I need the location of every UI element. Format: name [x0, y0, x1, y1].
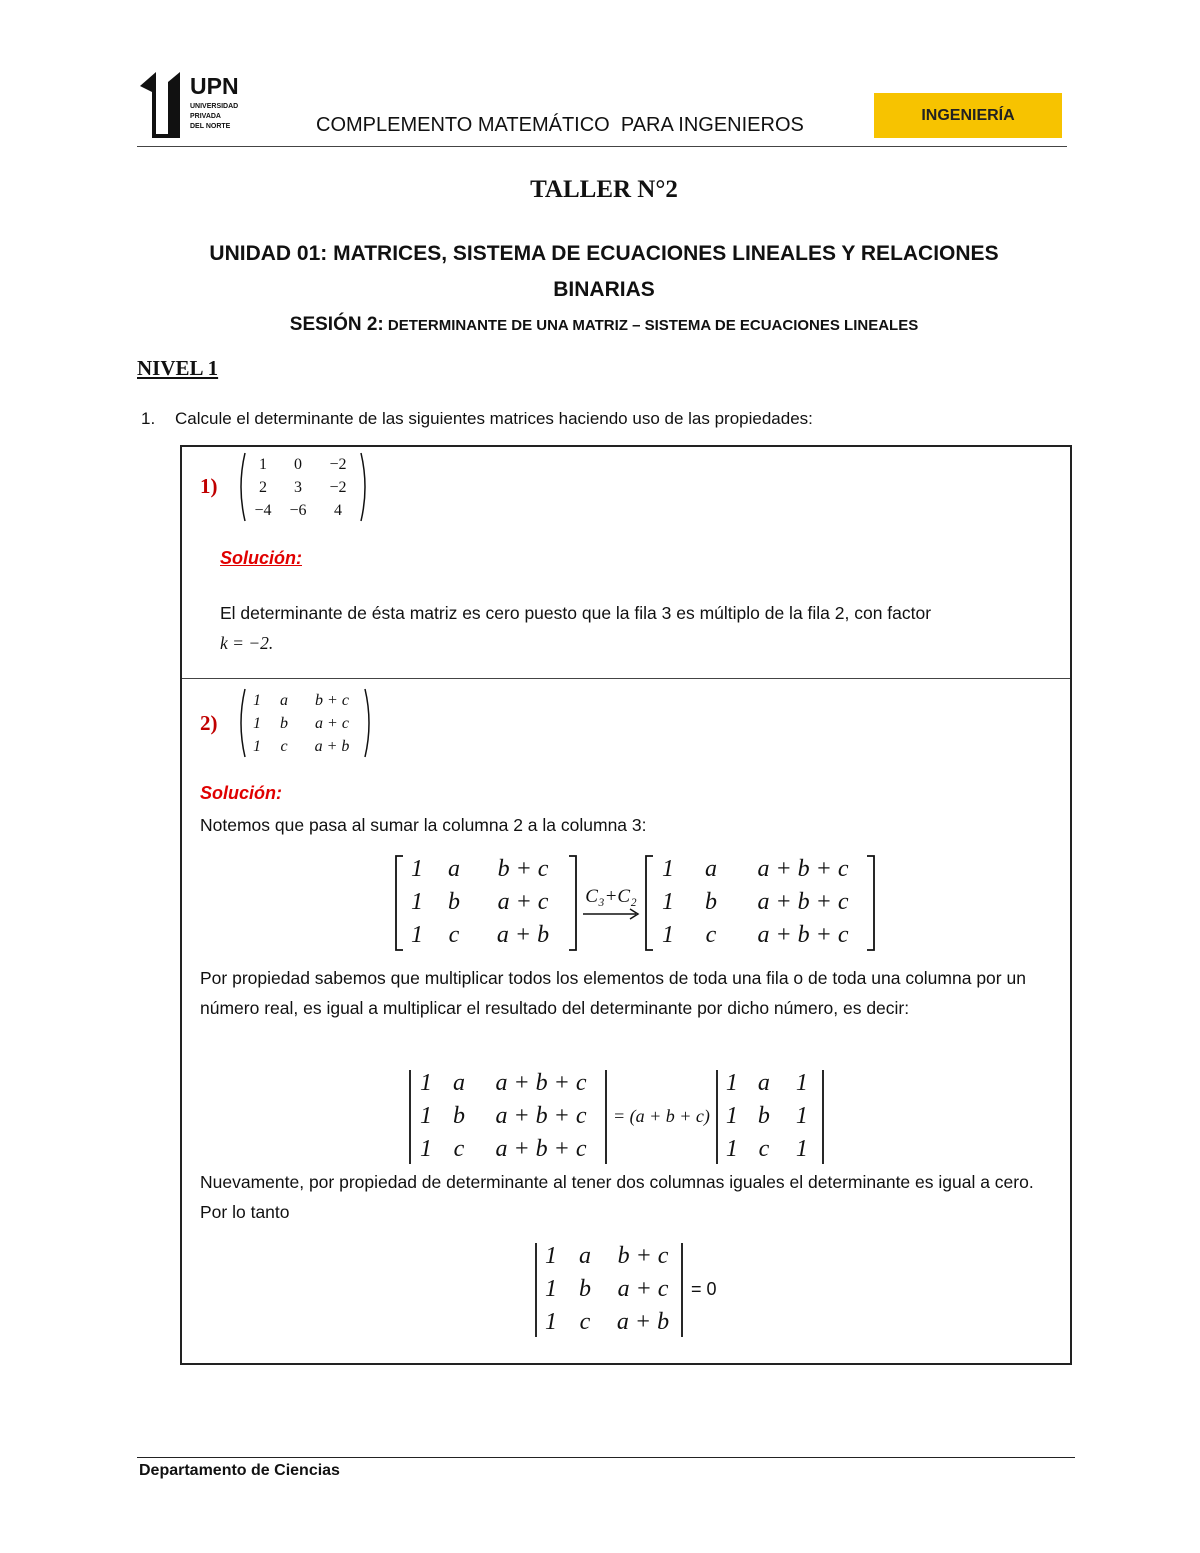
matrix-cell: 1: [795, 1070, 808, 1096]
matrix-cell: b + c: [617, 1243, 669, 1269]
problem-1-solution-label: Solución:: [220, 548, 302, 568]
determinant-factorization: [407, 1067, 826, 1166]
column-operation: [394, 853, 876, 952]
matrix-cell: 1: [545, 1309, 557, 1335]
matrix-cell: −2: [329, 478, 347, 496]
matrix-cell: a + b + c: [495, 1070, 587, 1096]
left-paren: [236, 688, 246, 758]
matrix-cell: 1: [420, 1136, 432, 1162]
matrix-cell: a + b + c: [757, 856, 849, 882]
unit-heading: UNIDAD 01: MATRICES, SISTEMA DE ECUACIONES LINEALES Y RELACIONES BINARIAS: [209, 242, 999, 301]
svg-text:UNIVERSIDAD: UNIVERSIDAD: [190, 103, 239, 110]
arrow-icon: [582, 908, 640, 920]
det-matrix-left: [413, 1067, 603, 1166]
matrix-cell: b: [280, 714, 288, 732]
matrix-grid: [246, 689, 364, 758]
matrix-cell: a + b: [496, 922, 550, 948]
operation-label: C₃+C₂: [585, 885, 637, 907]
matrix-cell: −4: [254, 501, 272, 519]
question-number: 1.: [141, 409, 156, 428]
matrix-before: [404, 853, 568, 952]
matrix-cell: a: [280, 691, 288, 709]
problem-2-matrix: [236, 688, 374, 758]
matrix-cell: a: [448, 856, 460, 882]
matrix-cell: 1: [545, 1243, 557, 1269]
matrix-cell: 0: [294, 455, 302, 473]
left-bracket: [394, 855, 404, 951]
matrix-cell: 1: [662, 922, 674, 948]
left-bracket: [644, 855, 654, 951]
question-1: [141, 409, 813, 429]
matrix-cell: c: [280, 737, 288, 755]
matrix-cell: b: [705, 889, 717, 915]
matrix-cell: 1: [795, 1136, 808, 1162]
matrix-cell: a + b + c: [757, 889, 849, 915]
matrix-cell: a + b + c: [495, 1103, 587, 1129]
session-label: SESIÓN 2:: [289, 314, 384, 335]
solution-sentence: El determinante de ésta matriz es cero puesto que la fila 3 es múltiplo de la fila 2, con factor: [220, 603, 932, 623]
matrix-cell: 1: [253, 737, 261, 755]
matrix-after: [654, 853, 866, 952]
svg-text:UPN: UPN: [190, 73, 239, 99]
problem-2-text-1: Notemos que pasa al sumar la columna 2 a la columna 3:: [200, 815, 647, 835]
problem-2-label: 2): [200, 711, 218, 735]
matrix-cell: 1: [253, 691, 261, 709]
matrix-cell: c: [579, 1309, 591, 1335]
matrix-cell: 1: [411, 889, 423, 915]
matrix-cell: a: [757, 1070, 770, 1096]
matrix-cell: 1: [420, 1103, 432, 1129]
final-determinant: [533, 1240, 717, 1339]
right-paren: [364, 688, 374, 758]
matrix-cell: 1: [725, 1103, 738, 1129]
factor: = (a + b + c): [613, 1106, 710, 1126]
session-text: DETERMINANTE DE UNA MATRIZ – SISTEMA DE ECUACIONES LINEALES: [383, 317, 919, 334]
det-bar-right: [603, 1069, 609, 1165]
matrix-cell: −2: [329, 455, 347, 473]
final-matrix: [539, 1240, 679, 1339]
matrix-cell: b: [579, 1276, 591, 1302]
course-title: COMPLEMENTO MATEMÁTICO PARA INGENIEROS: [316, 114, 804, 136]
session-heading: [0, 314, 1200, 336]
matrix-cell: a: [453, 1070, 465, 1096]
matrix-cell: a + b: [314, 737, 350, 755]
problem-2-text-3: Nuevamente, por propiedad de determinante al tener dos columnas iguales el determinante es igual a cero. Por lo tanto: [200, 1172, 1034, 1222]
matrix-cell: 1: [662, 856, 674, 882]
matrix-cell: a + b + c: [495, 1136, 587, 1162]
matrix-cell: 1: [411, 922, 423, 948]
problem-1-solution-text: [220, 598, 1050, 658]
problem-2-text-2: Por propiedad sabemos que multiplicar todos los elementos de toda una fila o de toda una columna por un número real, es igual a multiplicar el resultado del determinante por dicho número, es decir:: [200, 968, 1026, 1018]
right-paren: [360, 452, 370, 522]
matrix-cell: −6: [289, 501, 307, 519]
matrix-cell: 4: [334, 501, 342, 519]
matrix-cell: 1: [545, 1276, 557, 1302]
det-bar-right: [679, 1242, 685, 1338]
matrix-cell: 1: [662, 889, 674, 915]
problem-2-solution-label: Solución:: [200, 783, 282, 803]
faculty-badge: INGENIERÍA: [874, 93, 1062, 138]
result: = 0: [691, 1279, 717, 1299]
matrix-cell: a + b: [616, 1309, 670, 1335]
matrix-cell: 2: [259, 478, 267, 496]
matrix-cell: a: [705, 856, 717, 882]
matrix-cell: 1: [725, 1136, 738, 1162]
matrix-cell: 1: [725, 1070, 738, 1096]
matrix-cell: a: [579, 1243, 591, 1269]
det-matrix-right: [720, 1067, 820, 1166]
right-bracket: [866, 855, 876, 951]
matrix-cell: 1: [253, 714, 261, 732]
matrix-cell: 1: [795, 1103, 808, 1129]
matrix-cell: b: [448, 889, 460, 915]
left-paren: [236, 452, 246, 522]
matrix-cell: c: [758, 1136, 770, 1162]
solution-equation: k = −2.: [220, 633, 274, 653]
matrix-cell: a + c: [315, 714, 349, 732]
upn-logo: [138, 72, 248, 138]
question-text: Calcule el determinante de las siguientes matrices haciendo uso de las propiedades:: [175, 409, 813, 428]
svg-text:PRIVADA: PRIVADA: [190, 113, 221, 120]
matrix-cell: c: [453, 1136, 465, 1162]
matrix-cell: 3: [294, 478, 302, 496]
matrix-cell: a + c: [617, 1276, 669, 1302]
footer-department: Departamento de Ciencias: [139, 1462, 340, 1479]
matrix-cell: c: [705, 922, 717, 948]
footer-divider: [137, 1457, 1075, 1458]
matrix-cell: b: [453, 1103, 465, 1129]
matrix-cell: a + c: [497, 889, 549, 915]
det-bar-right: [820, 1069, 826, 1165]
problem-1-label: 1): [200, 474, 218, 498]
matrix-cell: 1: [420, 1070, 432, 1096]
matrix-cell: b + c: [315, 691, 349, 709]
right-bracket: [568, 855, 578, 951]
level-heading: NIVEL 1: [137, 356, 219, 380]
box-divider: [182, 678, 1070, 679]
matrix-cell: b + c: [497, 856, 549, 882]
problem-1-matrix: [236, 452, 370, 522]
matrix-cell: 1: [259, 455, 267, 473]
page-title: TALLER N°2: [530, 176, 678, 203]
matrix-cell: c: [448, 922, 460, 948]
matrix-cell: b: [757, 1103, 770, 1129]
svg-text:DEL NORTE: DEL NORTE: [190, 123, 231, 130]
matrix-cell: a + b + c: [757, 922, 849, 948]
matrix-cell: 1: [411, 856, 423, 882]
matrix-grid: [246, 453, 360, 522]
header-divider: [137, 146, 1067, 147]
operation-arrow: [582, 886, 640, 920]
